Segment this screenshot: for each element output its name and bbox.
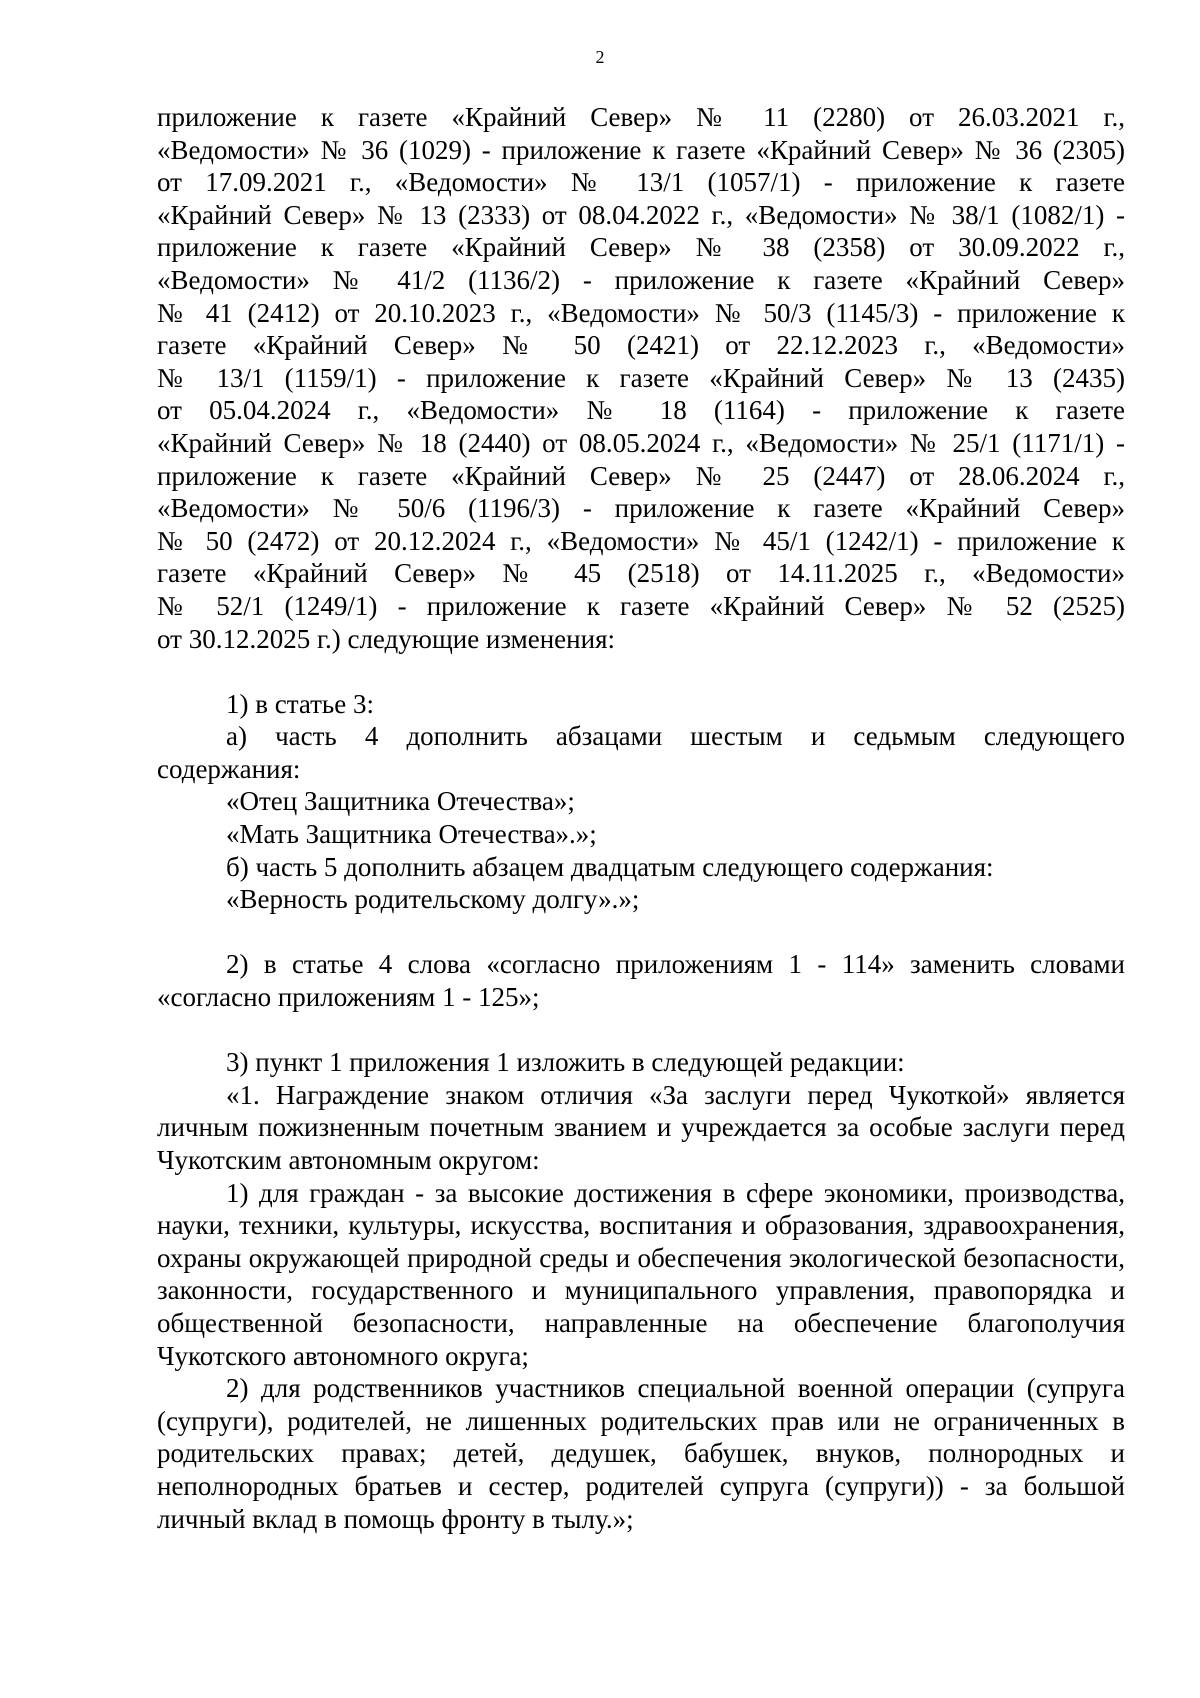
quote-mother: «Мать Защитника Отечества».»;: [226, 819, 597, 850]
item-3-paragraph-2: 1) для граждан - за высокие достижения в сфере экономики, производства, науки, техники, культуры, искусства, воспитания и образования, здравоохранения, охраны окружающей природной среды и обеспечения экологической безопасности, законности, государственного и муниципального управления, правопорядка и общественной безопасности, направленные на обеспечение благополучия Чукотского автономного округа;: [157, 1177, 1125, 1371]
intro-line: приложение к газете «Крайний Север» № 38 (2358) от 30.09.2022 г.,: [157, 232, 1125, 263]
intro-line: № 52/1 (1249/1) - приложение к газете «Крайний Север» № 52 (2525): [157, 590, 1125, 621]
intro-line: от 17.09.2021 г., «Ведомости» № 13/1 (1057/1) - приложение к газете: [157, 167, 1125, 198]
intro-paragraph: [157, 101, 1125, 655]
intro-line: «Крайний Север» № 13 (2333) от 08.04.2022 г., «Ведомости» № 38/1 (1082/1) -: [157, 199, 1125, 230]
quote-father: «Отец Защитника Отечества»;: [226, 786, 575, 817]
intro-line: газете «Крайний Север» № 50 (2421) от 22.12.2023 г., «Ведомости»: [157, 330, 1125, 361]
item-3-paragraph-1: «1. Награждение знаком отличия «За заслуги перед Чукоткой» является личным пожизненным почетным званием и учреждается за особые заслуги перед Чукотским автономным округом:: [157, 1079, 1125, 1175]
item-3-section: [157, 1046, 1125, 1535]
item-2-line: 2) в статье 4 слова «согласно приложениям 1 - 114» заменить словами: [226, 949, 1125, 980]
item-2-line: «согласно приложениям 1 - 125»;: [157, 982, 540, 1013]
quote-fidelity: «Верность родительскому долгу».»;: [226, 884, 640, 915]
intro-line: № 41 (2412) от 20.10.2023 г., «Ведомости» № 50/3 (1145/3) - приложение к: [157, 297, 1125, 328]
intro-line: от 30.12.2025 г.) следующие изменения:: [157, 623, 615, 654]
intro-line: газете «Крайний Север» № 45 (2518) от 14.11.2025 г., «Ведомости»: [157, 558, 1125, 589]
intro-line: № 13/1 (1159/1) - приложение к газете «Крайний Север» № 13 (2435): [157, 362, 1125, 393]
intro-line: № 50 (2472) от 20.12.2024 г., «Ведомости» № 45/1 (1242/1) - приложение к: [157, 525, 1125, 556]
item-3-paragraph-3: 2) для родственников участников специальной военной операции (супруга (супруги), родителей, не лишенных родительских прав или не ограниченных в родительских правах; детей, дедушек, бабушек, внуков, полнородных и неполнородных братьев и сестер, родителей супруга (супруги)) - за большой личный вклад в помощь фронту в тылу.»;: [157, 1373, 1125, 1534]
intro-line: «Ведомости» № 50/6 (1196/3) - приложение к газете «Крайний Север»: [157, 493, 1125, 524]
item-1-heading: 1) в статье 3:: [226, 688, 374, 719]
page-number: 2: [595, 47, 605, 67]
item-1-section: [157, 688, 1125, 916]
item-2-section: [157, 948, 1125, 1013]
intro-line: приложение к газете «Крайний Север» № 25 (2447) от 28.06.2024 г.,: [157, 460, 1125, 491]
item-3-heading: 3) пункт 1 приложения 1 изложить в следующей редакции:: [226, 1047, 905, 1078]
intro-line: «Крайний Север» № 18 (2440) от 08.05.2024 г., «Ведомости» № 25/1 (1171/1) -: [157, 427, 1125, 458]
document-body: [157, 101, 1125, 1535]
intro-line: «Ведомости» № 41/2 (1136/2) - приложение к газете «Крайний Север»: [157, 264, 1125, 295]
item-1a-line: содержания:: [157, 753, 301, 784]
intro-line: приложение к газете «Крайний Север» № 11 (2280) от 26.03.2021 г.,: [157, 102, 1125, 132]
intro-line: от 05.04.2024 г., «Ведомости» № 18 (1164) - приложение к газете: [157, 395, 1125, 426]
item-1b-line: б) часть 5 дополнить абзацем двадцатым следующего содержания:: [226, 851, 994, 882]
item-1a-line: а) часть 4 дополнить абзацами шестым и седьмым следующего: [226, 721, 1125, 752]
intro-line: «Ведомости» № 36 (1029) - приложение к газете «Крайний Север» № 36 (2305): [157, 134, 1125, 165]
